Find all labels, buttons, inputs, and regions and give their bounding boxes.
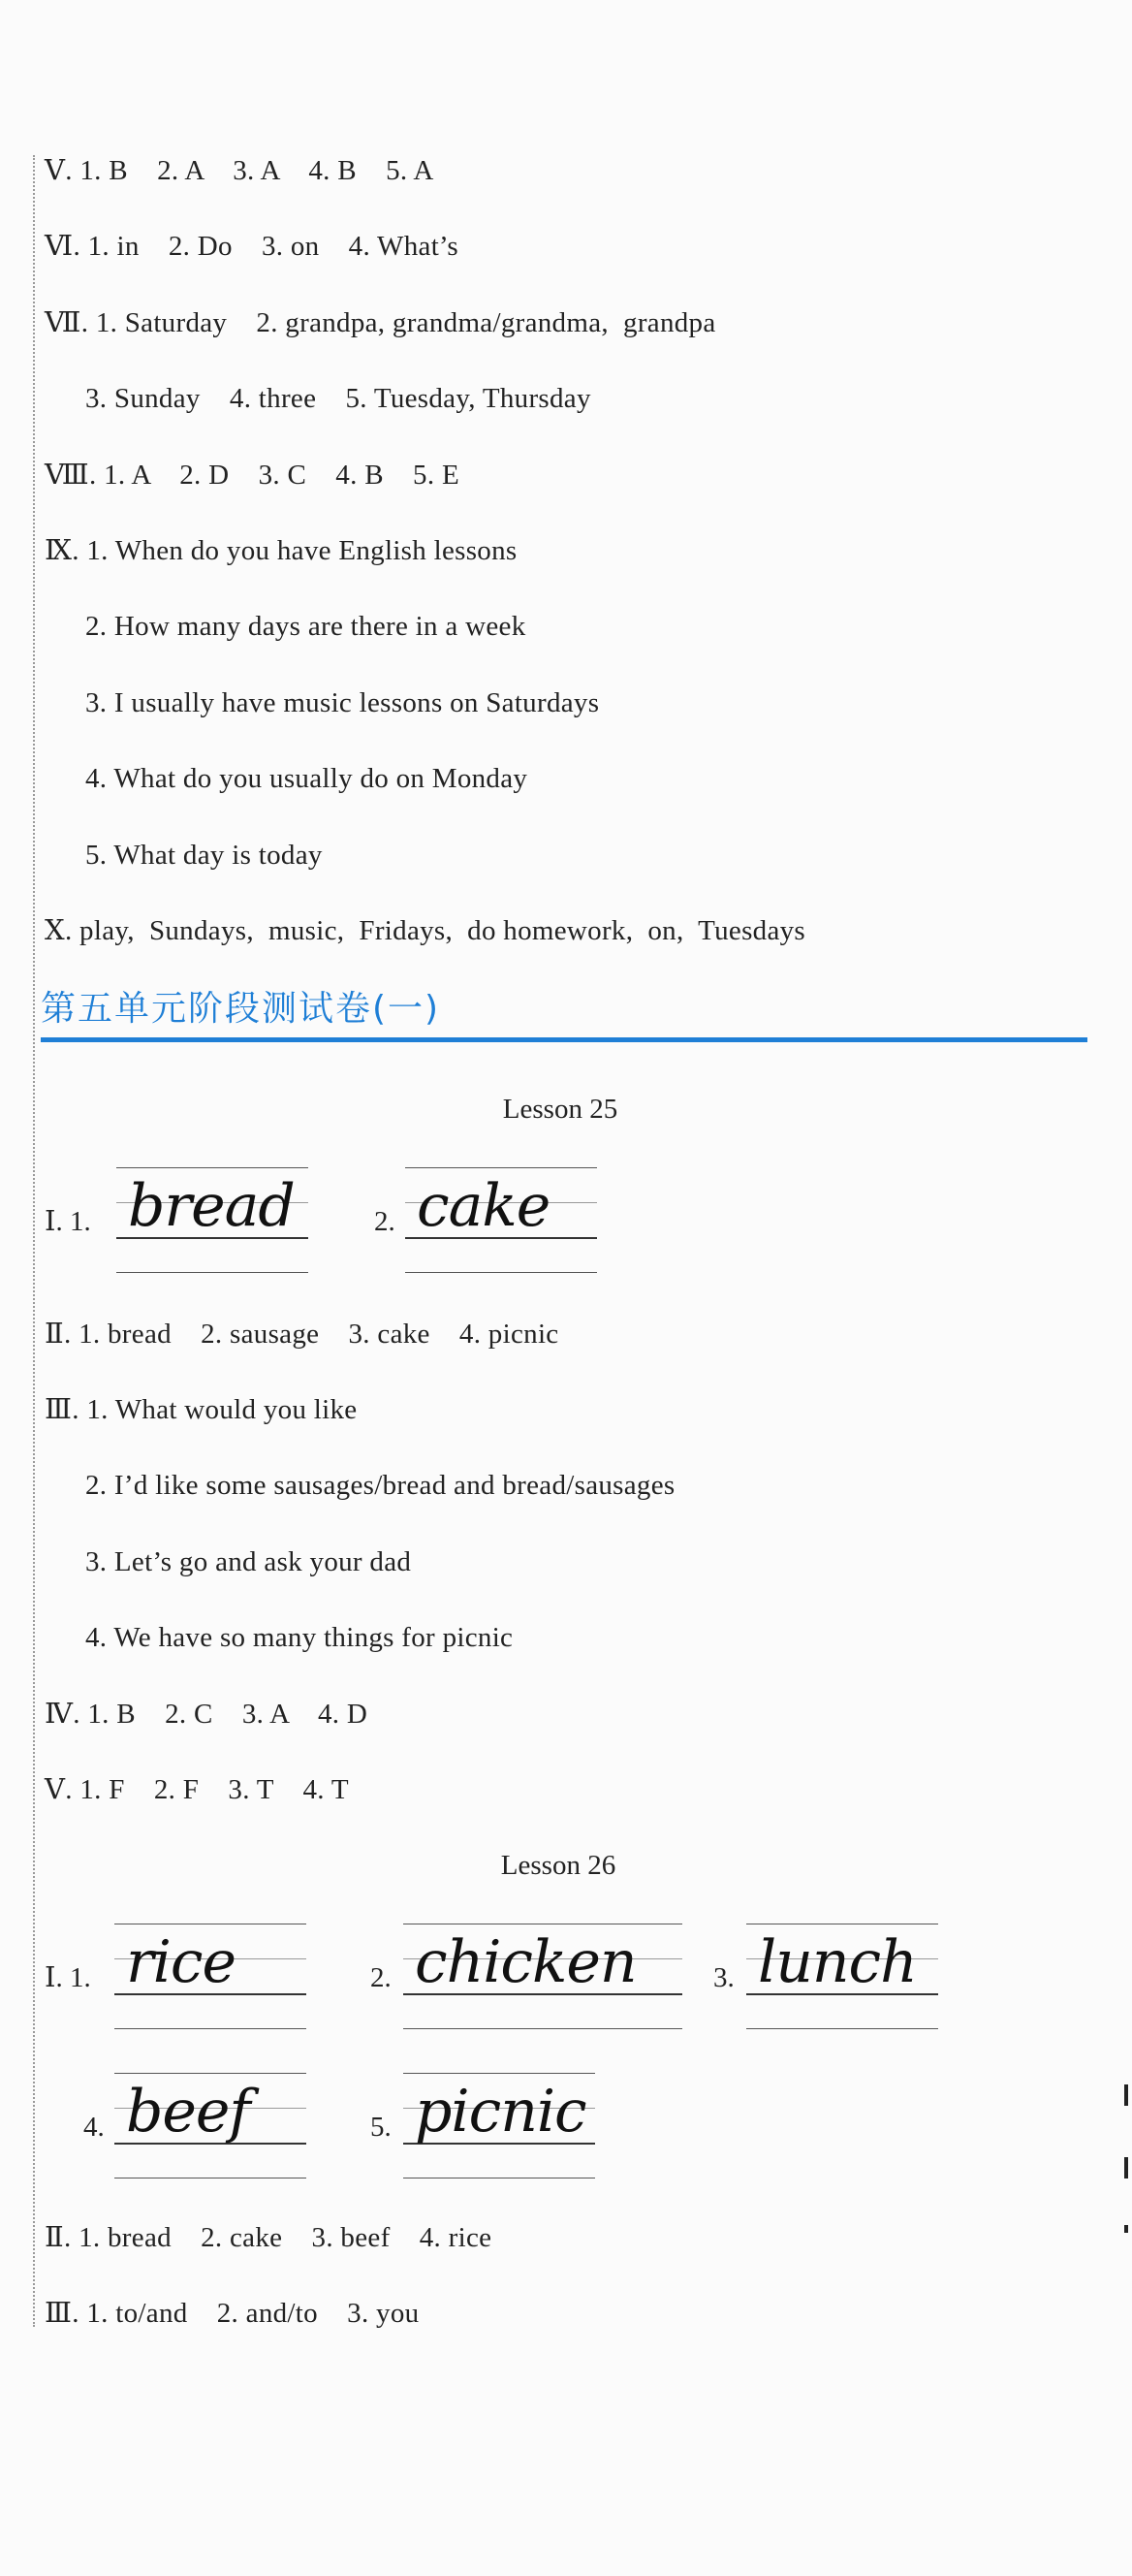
answer-line-vii: Ⅶ. 1. Saturday 2. grandpa, grandma/grandma, grandpa [45, 307, 716, 338]
l25-handwriting-label: Ⅰ. 1. [45, 1206, 91, 1237]
edge-mark [1124, 2084, 1128, 2106]
l26-word-beef: beef [126, 2078, 250, 2146]
answer-line-v: Ⅴ. 1. B 2. A 3. A 4. B 5. A [45, 155, 434, 186]
l26-handwriting-num-2: 2. [370, 1962, 392, 1993]
l26-word-chicken: chicken [415, 1928, 637, 1996]
l26-handwriting-num-5: 5. [370, 2112, 392, 2143]
l26-handwriting-word-3 [746, 1924, 938, 2030]
l25-handwriting-word-1 [116, 1167, 308, 1274]
edge-mark [1124, 2225, 1128, 2233]
answer-line-vi: Ⅵ. 1. in 2. Do 3. on 4. What’s [45, 231, 458, 262]
l25-answer-iv: Ⅳ. 1. B 2. C 3. A 4. D [45, 1699, 368, 1730]
answer-line-ix-4: 4. What do you usually do on Monday [85, 763, 528, 794]
l26-handwriting-word-4 [114, 2073, 306, 2179]
l26-handwriting-num-4: 4. [83, 2112, 105, 2143]
lesson-25-heading: Lesson 25 [502, 1094, 618, 1125]
l26-answer-iii: Ⅲ. 1. to/and 2. and/to 3. you [45, 2298, 420, 2329]
l26-word-rice: rice [126, 1928, 236, 1996]
l25-answer-iii-3: 3. Let’s go and ask your dad [85, 1546, 412, 1577]
answer-line-ix-2: 2. How many days are there in a week [85, 611, 526, 642]
l25-handwriting-num-2: 2. [374, 1206, 395, 1237]
answer-line-ix-5: 5. What day is today [85, 840, 323, 871]
edge-mark [1124, 2157, 1128, 2178]
l26-handwriting-word-1 [114, 1924, 306, 2030]
l26-word-picnic: picnic [415, 2078, 586, 2146]
l25-answer-ii: Ⅱ. 1. bread 2. sausage 3. cake 4. picnic [45, 1319, 559, 1350]
l25-answer-iii: Ⅲ. 1. What would you like [45, 1394, 358, 1425]
answer-line-viii: Ⅷ. 1. A 2. D 3. C 4. B 5. E [45, 460, 459, 491]
l25-answer-v: Ⅴ. 1. F 2. F 3. T 4. T [45, 1774, 349, 1805]
l25-word-cake: cake [417, 1172, 550, 1240]
l26-handwriting-label: Ⅰ. 1. [45, 1962, 91, 1993]
l25-word-bread: bread [128, 1172, 295, 1240]
l25-answer-iii-4: 4. We have so many things for picnic [85, 1622, 514, 1653]
answer-line-ix-3: 3. I usually have music lessons on Saturdays [85, 687, 600, 718]
lesson-26-heading: Lesson 26 [500, 1850, 616, 1881]
margin-dotted-line [33, 155, 35, 2327]
answer-line-ix: Ⅸ. 1. When do you have English lessons [45, 535, 518, 566]
l25-answer-iii-2: 2. I’d like some sausages/bread and bread/sausages [85, 1470, 676, 1501]
l25-handwriting-word-2 [405, 1167, 597, 1274]
l26-handwriting-word-5 [403, 2073, 595, 2179]
answer-line-vii-cont: 3. Sunday 4. three 5. Tuesday, Thursday [85, 383, 591, 414]
section-title: 第五单元阶段测试卷(一) [41, 985, 1087, 1042]
l26-handwriting-num-3: 3. [713, 1962, 735, 1993]
answer-line-x: Ⅹ. play, Sundays, music, Fridays, do homework, on, Tuesdays [45, 915, 806, 946]
l26-word-lunch: lunch [758, 1928, 917, 1996]
l26-handwriting-word-2 [403, 1924, 682, 2030]
l26-answer-ii: Ⅱ. 1. bread 2. cake 3. beef 4. rice [45, 2222, 492, 2253]
